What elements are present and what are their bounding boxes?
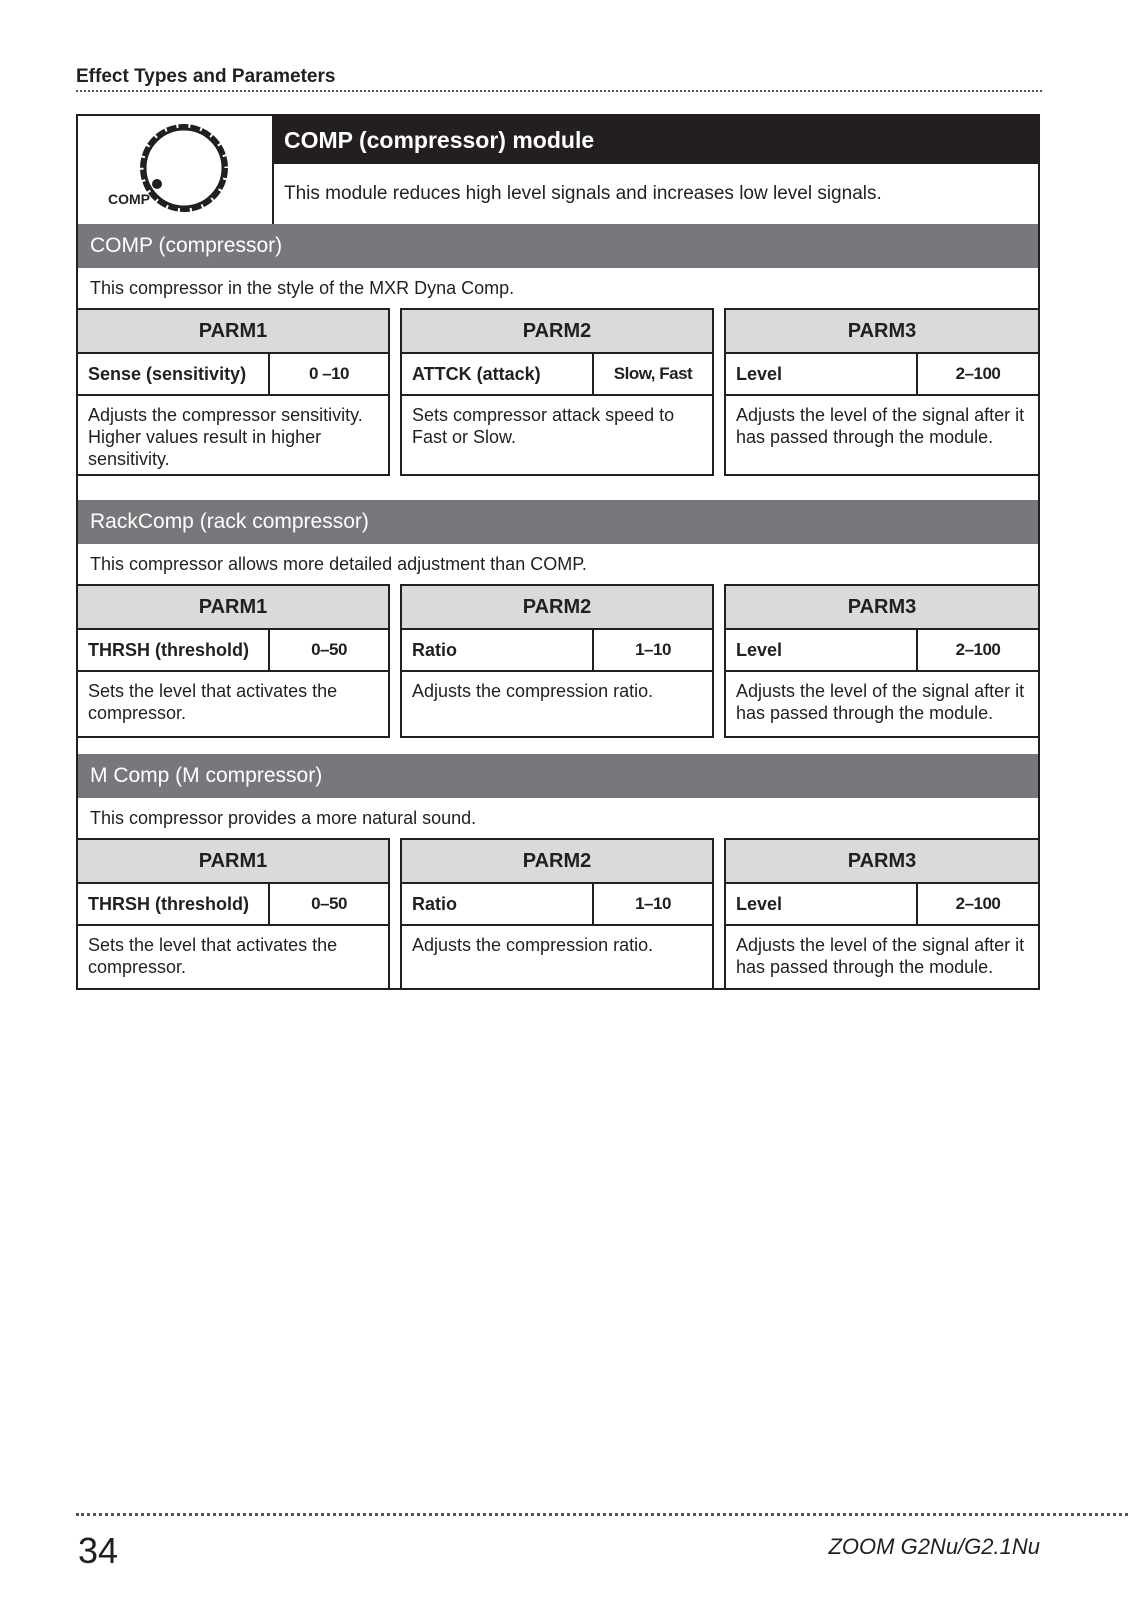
parm-card (724, 838, 1040, 990)
knob-label: COMP (108, 191, 150, 207)
parm-name: Level (726, 884, 918, 924)
parm-header: PARM2 (402, 310, 712, 354)
effect-description: This compressor allows more detailed adjustment than COMP. (76, 544, 1040, 584)
header-divider (76, 90, 1042, 92)
parm-name: Level (726, 354, 918, 394)
parm-card (400, 308, 714, 476)
parm-card (76, 308, 390, 476)
parm-header: PARM1 (78, 840, 388, 884)
parm-name: Level (726, 630, 918, 670)
parm-card (400, 584, 714, 738)
section-title: Effect Types and Parameters (76, 66, 336, 87)
parm-card (76, 584, 390, 738)
parm-name: Ratio (402, 630, 594, 670)
module-header (76, 114, 1040, 226)
parm-name: Sense (sensitivity) (78, 354, 270, 394)
parm-range: 2–100 (955, 894, 1001, 913)
parm-name: ATTCK (attack) (402, 354, 594, 394)
parm-description: Adjusts the level of the signal after it has passed through the module. (736, 405, 1025, 447)
parm-name: THRSH (threshold) (78, 884, 270, 924)
parm-row (402, 884, 712, 926)
parm-range: 1–10 (635, 640, 671, 659)
parm-range: 0–50 (311, 894, 347, 913)
parm-name: THRSH (threshold) (78, 630, 270, 670)
parm-header: PARM2 (402, 840, 712, 884)
parm-name: Ratio (402, 884, 594, 924)
parm-header: PARM1 (78, 310, 388, 354)
effect-description: This compressor provides a more natural sound. (76, 798, 1040, 838)
effect-title: RackComp (rack compressor) (76, 500, 1040, 544)
parm-description: Sets compressor attack speed to Fast or Slow. (412, 405, 675, 447)
parm-range: 0 –10 (308, 364, 350, 383)
parm-description: Adjusts the level of the signal after it has passed through the module. (736, 935, 1025, 977)
parm-row (726, 354, 1038, 396)
parm-range: 0–50 (311, 640, 347, 659)
effect-title: COMP (compressor) (76, 224, 1040, 268)
module-description: This module reduces high level signals and increases low level signals. (284, 183, 882, 204)
parm-card (76, 838, 390, 990)
footer-divider (76, 1513, 1128, 1516)
comp-knob-icon (78, 116, 272, 224)
parm-row (78, 630, 388, 672)
effect-description: This compressor in the style of the MXR Dyna Comp. (76, 268, 1040, 308)
parm-description: Adjusts the compression ratio. (412, 935, 654, 955)
parm-header: PARM3 (726, 840, 1038, 884)
parm-header: PARM1 (78, 586, 388, 630)
parm-row (78, 354, 388, 396)
page-number: 34 (78, 1530, 119, 1571)
footer-brand: ZOOM G2Nu/G2.1Nu (828, 1534, 1040, 1559)
parm-row (402, 630, 712, 672)
parm-range: 2–100 (955, 640, 1001, 659)
parm-row (78, 884, 388, 926)
parm-description: Sets the level that activates the compressor. (88, 935, 338, 977)
knob-box (78, 116, 274, 224)
parm-header: PARM2 (402, 586, 712, 630)
parm-description: Adjusts the level of the signal after it has passed through the module. (736, 681, 1025, 723)
parm-row (726, 884, 1038, 926)
parm-description: Sets the level that activates the compressor. (88, 681, 338, 723)
parm-header: PARM3 (726, 310, 1038, 354)
parm-description: Adjusts the compression ratio. (412, 681, 654, 701)
parm-card (724, 584, 1040, 738)
parm-card (400, 838, 714, 990)
parm-range: Slow, Fast (613, 364, 693, 383)
module-title: COMP (compressor) module (272, 116, 1038, 164)
parm-header: PARM3 (726, 586, 1038, 630)
effect-title: M Comp (M compressor) (76, 754, 1040, 798)
parm-row (726, 630, 1038, 672)
parm-description: Adjusts the compressor sensitivity. Higher values result in higher sensitivity. (88, 405, 363, 469)
parm-range: 2–100 (955, 364, 1001, 383)
parm-range: 1–10 (635, 894, 671, 913)
parm-row (402, 354, 712, 396)
parm-card (724, 308, 1040, 476)
